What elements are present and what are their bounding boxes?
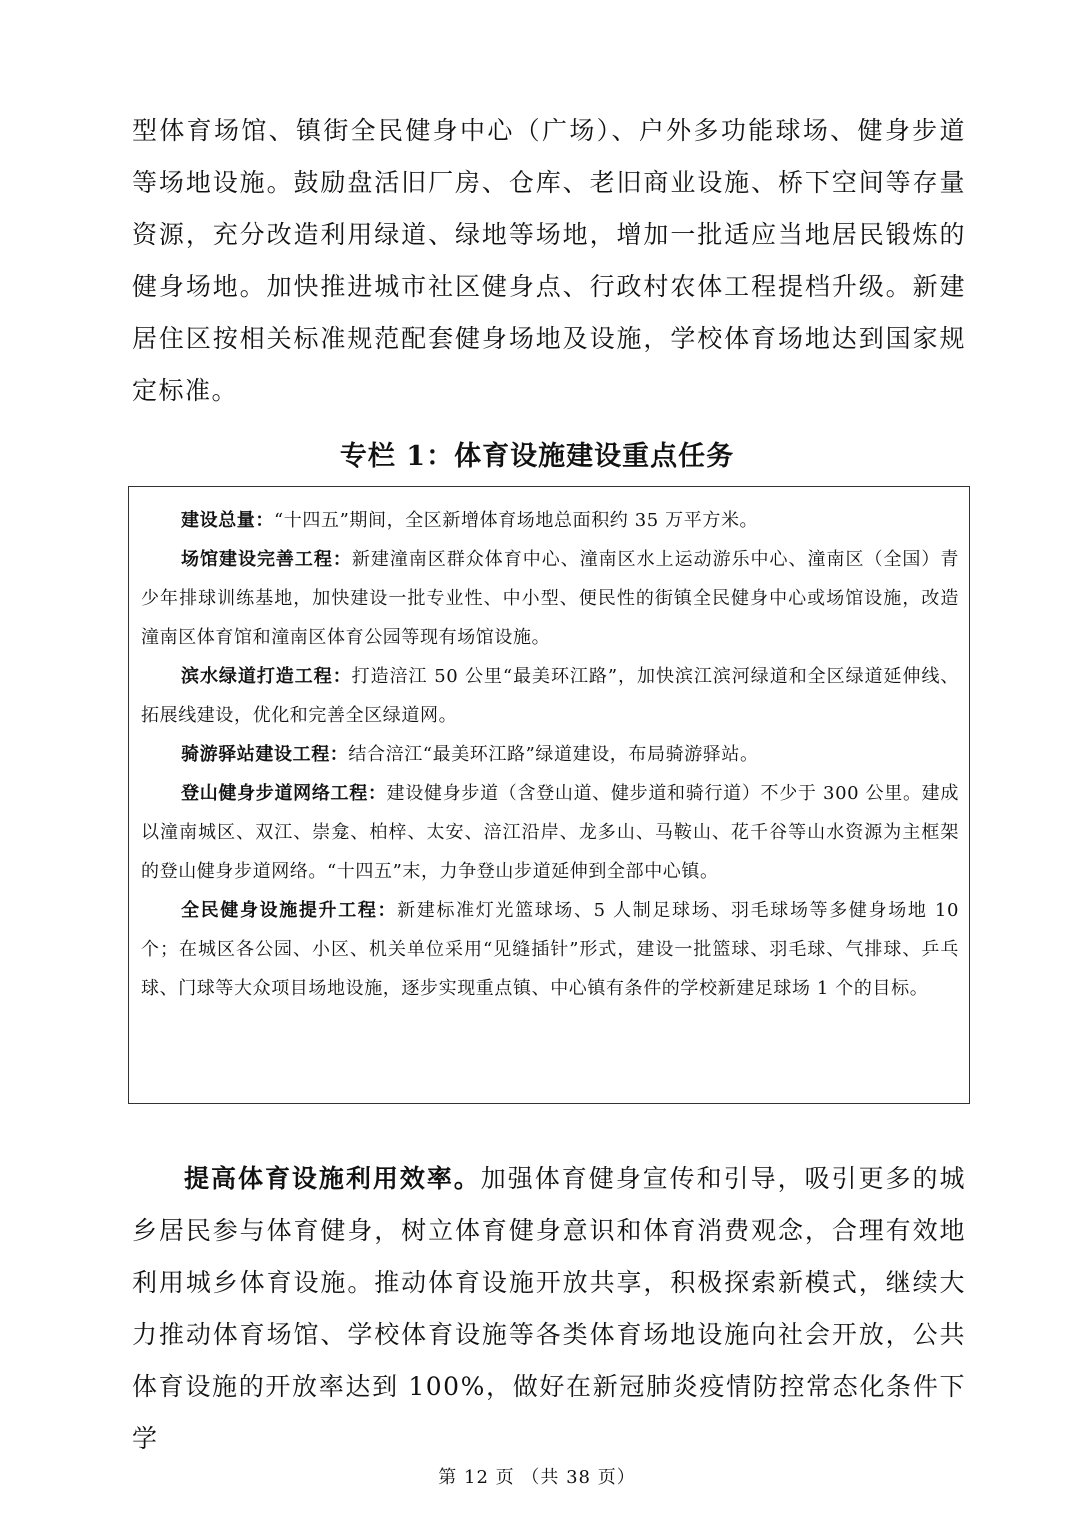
box-item-label: 登山健身步道网络工程： xyxy=(181,783,387,804)
box-item-text: 新建潼南区群众体育中心、潼南区水上运动游乐中心、潼南区（全国）青少年排球训练基地，加快建设一批专业性、中小型、便民性的街镇全民健身中心或场馆设施，改造潼南区体育馆和潼南区体育公园等现有场馆设施。 xyxy=(141,549,959,648)
box-item-label: 滨水绿道打造工程： xyxy=(181,666,352,687)
box-item-text: 建设健身步道（含登山道、健步道和骑行道）不少于 300 公里。建成以潼南城区、双江、崇龛、柏梓、太安、涪江沿岸、龙多山、马鞍山、花千谷等山水资源为主框架的登山健身步道网络。“十四五”末，力争登山步道延伸到全部中心镇。 xyxy=(141,783,959,882)
box-item-label: 场馆建设完善工程： xyxy=(181,549,352,570)
page-footer: 第 12 页 （共 38 页） xyxy=(438,1467,636,1488)
key-tasks-box xyxy=(128,486,970,1104)
box-title: 专栏 1：体育设施建设重点任务 xyxy=(339,441,735,472)
box-item-text: 打造涪江 50 公里“最美环江路”，加快滨江滨河绿道和全区绿道延伸线、拓展线建设，优化和完善全区绿道网。 xyxy=(141,666,960,726)
box-item xyxy=(141,774,959,891)
box-item-text: 结合涪江“最美环江路”绿道建设，布局骑游驿站。 xyxy=(348,744,759,765)
box-item-label: 骑游驿站建设工程： xyxy=(181,744,349,765)
box-item xyxy=(141,501,959,540)
box-item-text: “十四五”期间，全区新增体育场地总面积约 35 万平方米。 xyxy=(274,510,759,531)
box-item xyxy=(141,891,959,1008)
bottom-paragraph xyxy=(132,1153,966,1465)
box-item xyxy=(141,540,959,657)
box-item xyxy=(141,735,959,774)
box-item-label: 建设总量： xyxy=(181,510,274,531)
box-item-label: 全民健身设施提升工程： xyxy=(181,900,398,921)
paragraph-lead: 提高体育设施利用效率。 xyxy=(184,1164,481,1193)
box-item xyxy=(141,657,959,735)
box-item-text: 新建标准灯光篮球场、5 人制足球场、羽毛球场等多健身场地 10 个；在城区各公园、小区、机关单位采用“见缝插针”形式，建设一批篮球、羽毛球、气排球、乒乓球、门球等大众项目场地设施，逐步实现重点镇、中心镇有条件的学校新建足球场 1 个的目标。 xyxy=(141,900,959,999)
paragraph-text: 加强体育健身宣传和引导，吸引更多的城乡居民参与体育健身，树立体育健身意识和体育消费观念，合理有效地利用城乡体育设施。推动体育设施开放共享，积极探索新模式，继续大力推动体育场馆、学校体育设施等各类体育场地设施向社会开放，公共体育设施的开放率达到 100%，做好在新冠肺炎疫情防控常态化条件下学 xyxy=(132,1164,966,1453)
top-paragraph: 型体育场馆、镇街全民健身中心（广场）、户外多功能球场、健身步道等场地设施。鼓励盘活旧厂房、仓库、老旧商业设施、桥下空间等存量资源，充分改造利用绿道、绿地等场地，增加一批适应当地居民锻炼的健身场地。加快推进城市社区健身点、行政村农体工程提档升级。新建居住区按相关标准规范配套健身场地及设施，学校体育场地达到国家规定标准。 xyxy=(132,116,966,405)
